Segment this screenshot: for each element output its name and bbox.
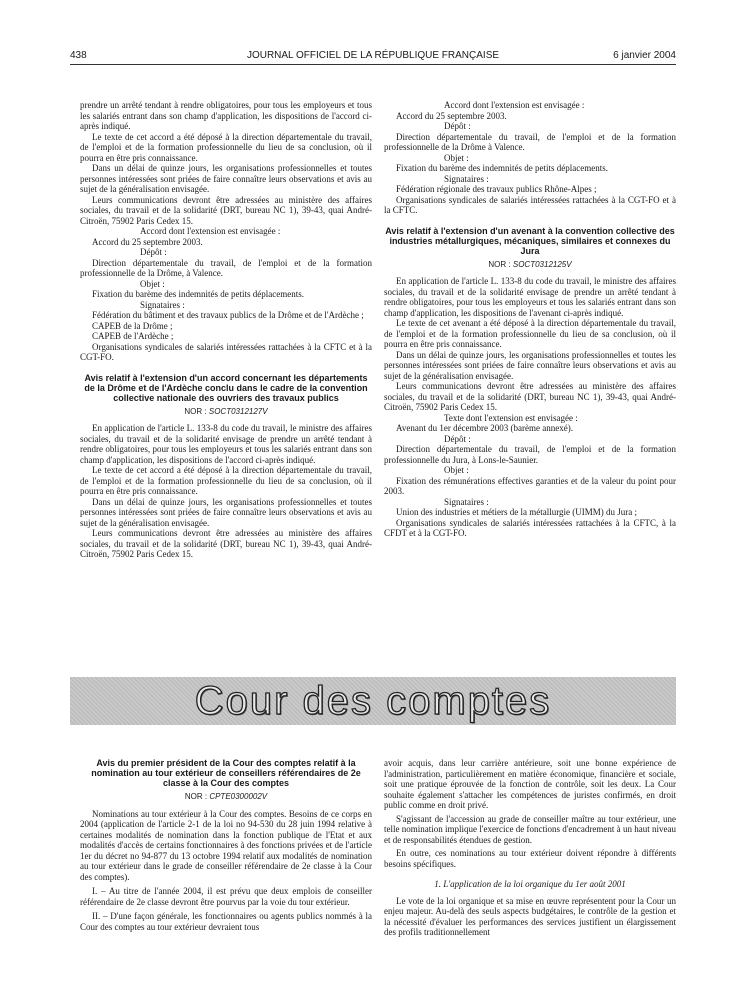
page-number: 438 xyxy=(70,50,87,61)
paragraph: Le vote de la loi organique et sa mise en œuvre représentent pour la Cour un enjeu majeur. Au-delà des seuls aspects budgétaires, le contrôle de la gestion et la nécessité d'évaluer les performances des services justifient un élargissement des profils traditionnellement xyxy=(384,895,676,937)
paragraph: En application de l'article L. 133-8 du code du travail, le ministre des affaires sociales, du travail et de la solidarité envisage de prendre un arrêté tendant à rendre obligatoires, pour tous les employeurs et tous les salariés entrant dans son champ d'application, les dispositions de l'avenant ci-après indiqué. xyxy=(384,276,676,318)
field-label: Objet : xyxy=(140,278,165,289)
field-label: Objet : xyxy=(444,465,469,475)
field-label: Dépôt : xyxy=(444,121,471,131)
paragraph: Leurs communications devront être adressées au ministère des affaires sociales, du travail et de la solidarité (DRT, bureau NC 1), 39-43, quai André-Citroën, 75902 Paris Cedex 15. xyxy=(384,381,676,412)
paragraph: Leurs communications devront être adressées au ministère des affaires sociales, du travail et de la solidarité (DRT, bureau NC 1), 39-43, quai André-Citroën, 75902 Paris Cedex 15. xyxy=(80,528,372,559)
field-value: Accord du 25 septembre 2003. xyxy=(396,110,507,121)
paragraph: prendre un arrêté tendant à rendre obligatoires, pour tous les employeurs et tous les salariés entrant dans son champ d'application, les dispositions de l'accord ci-après indiqué. xyxy=(80,100,372,131)
field-value: Fixation du barème des indemnités de petits déplacements. xyxy=(396,163,608,173)
column-right-top xyxy=(384,100,676,539)
signatory: CAPEB de la Drôme ; xyxy=(92,320,173,331)
signatory: Fédération régionale des travaux publics Rhône-Alpes ; xyxy=(396,184,597,194)
field-value: Fixation des rémunérations effectives garanties et de la valeur du point pour 2003. xyxy=(384,475,676,496)
signatory: Organisations syndicales de salariés intéressées rattachées à la CGT-FO et à la CFTC. xyxy=(384,194,676,215)
section-banner-title: Cour des comptes xyxy=(194,678,552,723)
field-label: Accord dont l'extension est envisagée : xyxy=(444,100,585,110)
paragraph: Leurs communications devront être adressées au ministère des affaires sociales, du travail et de la solidarité (DRT, bureau NC 1), 39-43, quai André-Citroën, 75902 Paris Cedex 15. xyxy=(80,194,372,226)
paragraph: S'agissant de l'accession au grade de conseiller maître au tour extérieur, une telle nomination implique l'exercice de fonctions d'encadrement à un haut niveau et de responsabilités étendues de gestion. xyxy=(384,813,676,845)
paragraph: I. – Au titre de l'année 2004, il est prévu que deux emplois de conseiller référendaire de 2e classe devront être pourvus par la voie du tour extérieur. xyxy=(80,886,372,907)
field-value: Direction départementale du travail, de l'emploi et de la formation professionnelle du Jura, à Lons-le-Saunier. xyxy=(384,444,676,465)
signatory: Union des industries et métiers de la métallurgie (UIMM) du Jura ; xyxy=(396,507,638,517)
signatory: Organisations syndicales de salariés intéressées rattachées à la CFTC, à la CFDT et à la CGT-FO. xyxy=(384,517,676,538)
paragraph: Le texte de cet accord a été déposé à la direction départementale du travail, de l'emploi et de la formation professionnelle du lieu de sa conclusion, où il pourra en être pris connaissance. xyxy=(80,465,372,496)
field-label: Objet : xyxy=(444,152,469,163)
field-label: Signataires : xyxy=(444,496,489,507)
paragraph: Dans un délai de quinze jours, les organisations professionnelles et toutes personnes intéressées sont priées de faire connaître leurs observations et avis au sujet de la généralisation envisagée. xyxy=(80,163,372,194)
field-value: Fixation du barème des indemnités de petits déplacements. xyxy=(92,289,304,299)
field-label: Signataires : xyxy=(140,299,185,310)
field-label: Dépôt : xyxy=(140,247,167,257)
field-value: Direction départementale du travail, de l'emploi et de la formation professionnelle de la Drôme à Valence. xyxy=(384,131,676,152)
paragraph: Nominations au tour extérieur à la Cour des comptes. Besoins de ce corps en 2004 (application de l'article 2-1 de la loi no 94-530 du 28 juin 1994 relative à certaines modalités de nomination dans la fonction publique de l'Etat et aux modalités d'accès de certains fonctionnaires à des fonctions privées et de l'article 1er du décret no 94-877 du 13 octobre 1994 relatif aux modalités de nomination au tour extérieur dans le grade de conseiller référendaire de 2e classe à la Cour des comptes). xyxy=(80,808,372,882)
paragraph: En outre, ces nominations au tour extérieur doivent répondre à différents besoins spécifiques. xyxy=(384,848,676,869)
notice-title: Avis du premier président de la Cour des comptes relatif à la nomination au tour extérieur de conseillers référendaires de 2e classe à la Cour des comptes xyxy=(91,758,361,788)
signatory: Organisations syndicales de salariés intéressées rattachées à la CFTC et à la CGT-FO. xyxy=(80,341,372,362)
signatory: Fédération du bâtiment et des travaux publics de la Drôme et de l'Ardèche ; xyxy=(92,310,364,320)
paragraph: Dans un délai de quinze jours, les organisations professionnelles et toutes personnes intéressées sont priées de faire connaître leurs observations et avis au sujet de la généralisation envisagée. xyxy=(80,496,372,528)
page-header xyxy=(70,50,676,64)
paragraph: Dans un délai de quinze jours, les organisations professionnelles et toutes les personnes intéressées sont priées de faire connaître leurs observations et avis au sujet de la généralisation envisagée. xyxy=(384,349,676,381)
column-right-bottom xyxy=(384,758,676,938)
paragraph: II. – D'une façon générale, les fonctionnaires ou agents publics nommés à la Cour des comptes au tour extérieur devraient tous xyxy=(80,911,372,932)
field-value: Accord du 25 septembre 2003. xyxy=(92,236,203,247)
journal-title: JOURNAL OFFICIEL DE LA RÉPUBLIQUE FRANÇAISE xyxy=(246,50,500,61)
field-label: Texte dont l'extension est envisagée : xyxy=(444,412,578,423)
nor-reference: NOR : SOCT0312125V xyxy=(488,259,572,269)
nor-reference: NOR : CPTE0300002V xyxy=(184,792,268,801)
notice-title: Avis relatif à l'extension d'un avenant à la convention collective des industries métallurgiques, mécaniques, similaires et connexes du Jura xyxy=(385,225,675,256)
field-label: Accord dont l'extension est envisagée : xyxy=(140,226,281,236)
paragraph: Le texte de cet accord a été déposé à la direction départementale du travail, de l'emploi et de la formation professionnelle du lieu de sa conclusion, où il pourra en être pris connaissance. xyxy=(80,131,372,163)
issue-date: 6 janvier 2004 xyxy=(613,50,676,61)
header-rule xyxy=(70,64,676,65)
field-label: Signataires : xyxy=(444,173,489,184)
paragraph: En application de l'article L. 133-8 du code du travail, le ministre des affaires sociales, du travail et de la solidarité envisage de prendre un arrêté tendant à rendre obligatoires, pour tous les employeurs et tous les salariés entrant dans son champ d'application, les dispositions de l'accord ci-après indiqué. xyxy=(80,423,372,465)
signatory: CAPEB de l'Ardèche ; xyxy=(92,331,174,341)
field-label: Dépôt : xyxy=(444,433,471,444)
field-value: Avenant du 1er décembre 2003 (barème annexé). xyxy=(396,423,573,433)
nor-reference: NOR : SOCT0312127V xyxy=(184,406,268,416)
paragraph: avoir acquis, dans leur carrière antérieure, soit une bonne expérience de l'administration, particulièrement en matière économique, financière et sociale, soit une pratique éprouvée de la fonction de contrôle, soit les deux. La Cour souhaite également s'attacher les compétences de juristes confirmés, en droit public comme en droit privé. xyxy=(384,758,676,810)
field-value: Direction départementale du travail, de l'emploi et de la formation professionnelle de la Drôme, à Valence. xyxy=(80,257,372,278)
notice-title: Avis relatif à l'extension d'un accord concernant les départements de la Drôme et de l'Ardèche conclu dans le cadre de la convention collective nationale des ouvriers des travaux publics xyxy=(84,372,368,403)
paragraph: Le texte de cet avenant a été déposé à la direction départementale du travail, de l'emploi et de la formation professionnelle du lieu de sa conclusion, où il pourra en être pris connaissance. xyxy=(384,318,676,349)
column-left-bottom xyxy=(80,758,372,932)
section-banner xyxy=(70,677,676,725)
section-heading: 1. L'application de la loi organique du 1er août 2001 xyxy=(434,879,626,889)
column-left-top xyxy=(80,100,372,560)
